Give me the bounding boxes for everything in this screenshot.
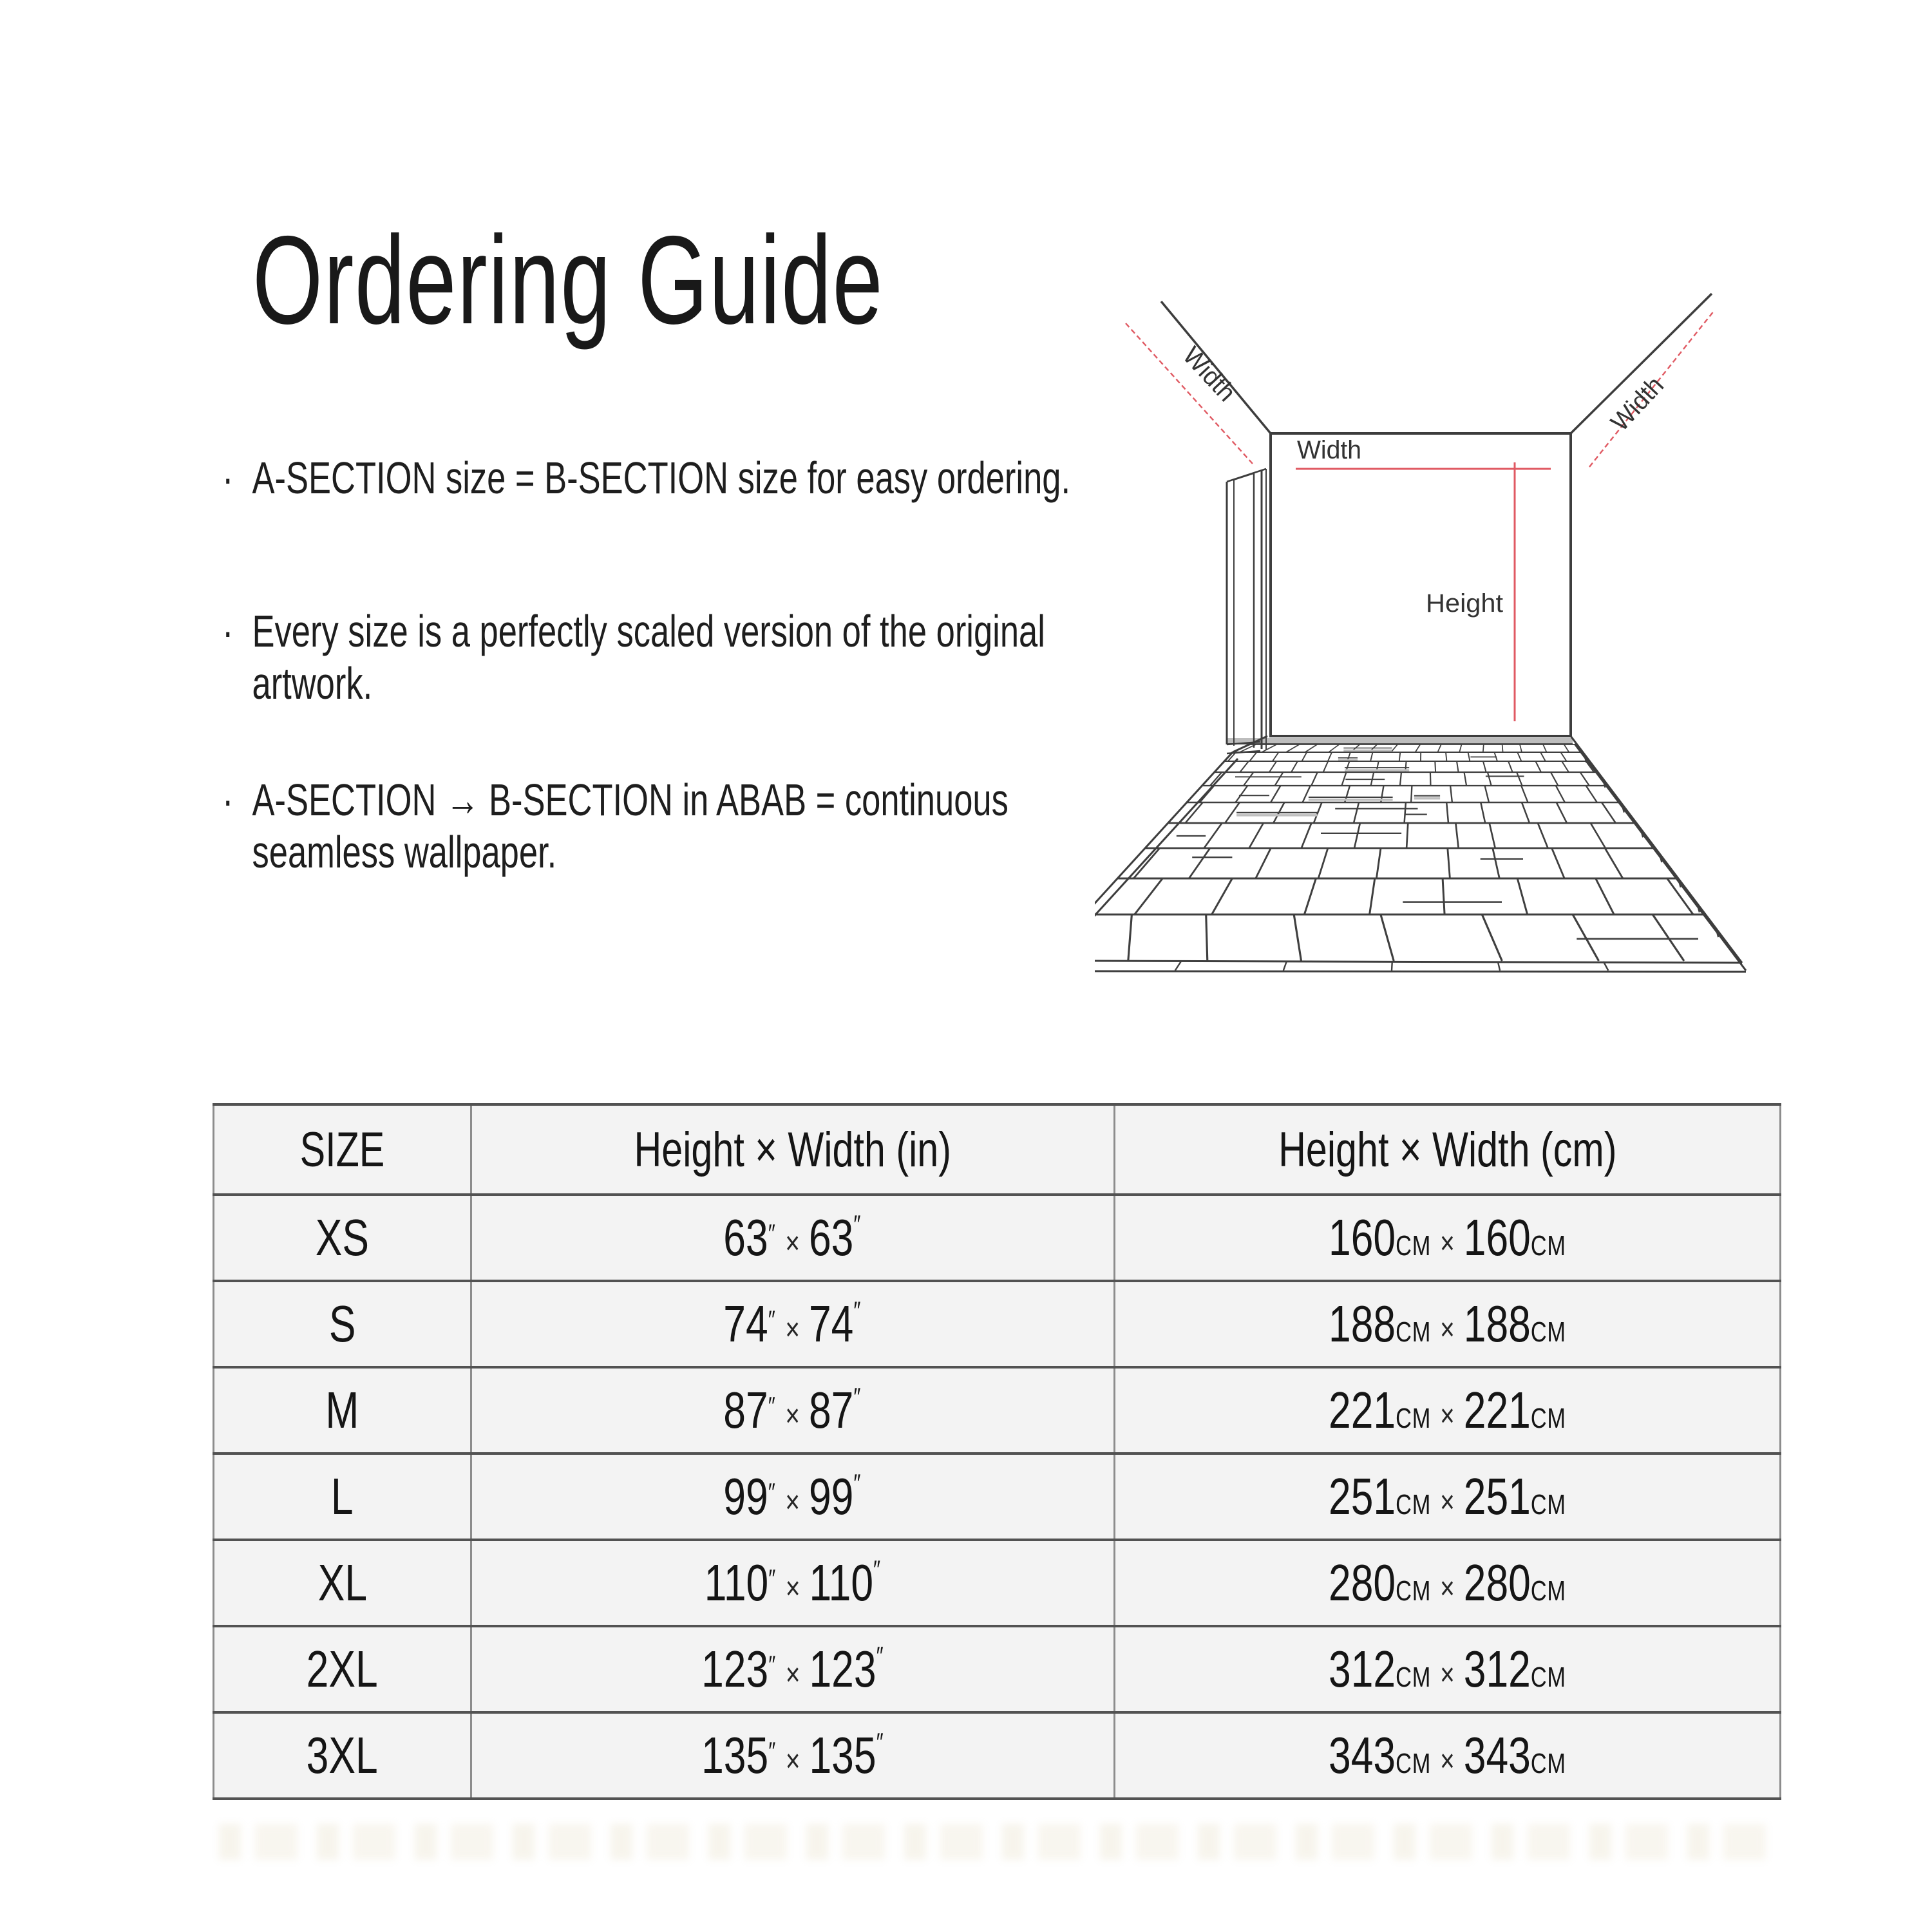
table-row — [214, 1195, 1781, 1281]
header-cell-size: SIZE — [214, 1104, 471, 1195]
bullet-marker: · — [222, 775, 234, 825]
inches-cell: 87″ × 87″ — [471, 1367, 1115, 1454]
size-cell: L — [214, 1454, 471, 1540]
inches-cell: 123″ × 123″ — [471, 1626, 1115, 1712]
inches-cell: 63″ × 63″ — [471, 1195, 1115, 1281]
bullet-line: · A-SECTION size = B-SECTION size for easy ordering. — [222, 452, 1070, 504]
width-label-right: Width — [1605, 369, 1671, 437]
bullet-item — [222, 605, 1045, 710]
bullet-line: artwork. — [252, 658, 373, 709]
header-cell-cm: Height × Width (cm) — [1115, 1104, 1781, 1195]
size-cell: XL — [214, 1540, 471, 1626]
table-row — [214, 1540, 1781, 1626]
header-cell-inches: Height × Width (in) — [471, 1104, 1115, 1195]
size-cell: 2XL — [214, 1626, 471, 1712]
door — [1227, 469, 1266, 753]
table-row — [214, 1712, 1781, 1799]
page-title: Ordering Guide — [252, 210, 884, 350]
bullet-marker: · — [222, 606, 234, 656]
table-row — [214, 1367, 1781, 1454]
inches-cell: 135″ × 135″ — [471, 1712, 1115, 1799]
bullet-item — [222, 774, 1009, 878]
size-cell: 3XL — [214, 1712, 471, 1799]
bullet-line: seamless wallpaper. — [252, 827, 557, 878]
bullet-line: · Every size is a perfectly scaled version of the original — [222, 605, 1045, 658]
watermark-strip — [219, 1824, 1774, 1860]
inches-cell: 99″ × 99″ — [471, 1454, 1115, 1540]
inches-cell: 74″ × 74″ — [471, 1281, 1115, 1367]
size-cell: XS — [214, 1195, 471, 1281]
back-wall — [1271, 433, 1571, 736]
cm-cell: 312CM × 312CM — [1115, 1626, 1781, 1712]
size-table — [213, 1103, 1781, 1800]
cm-cell: 160CM × 160CM — [1115, 1195, 1781, 1281]
table-row — [214, 1626, 1781, 1712]
cm-cell: 343CM × 343CM — [1115, 1712, 1781, 1799]
bullet-line: · A-SECTION → B-SECTION in ABAB = continuous — [222, 774, 1009, 826]
size-cell: M — [214, 1367, 471, 1454]
table-header-row — [214, 1104, 1781, 1195]
table-row — [214, 1454, 1781, 1540]
floor-tiles — [1095, 744, 1718, 971]
cm-cell: 280CM × 280CM — [1115, 1540, 1781, 1626]
cm-cell: 188CM × 188CM — [1115, 1281, 1781, 1367]
inches-cell: 110″ × 110″ — [471, 1540, 1115, 1626]
cm-cell: 221CM × 221CM — [1115, 1367, 1781, 1454]
room-diagram-svg — [1095, 277, 1803, 985]
size-cell: S — [214, 1281, 471, 1367]
room-diagram — [1095, 277, 1803, 985]
width-label-top: Width — [1297, 436, 1361, 464]
bullet-item — [222, 452, 1070, 504]
table-row — [214, 1281, 1781, 1367]
cm-cell: 251CM × 251CM — [1115, 1454, 1781, 1540]
bullet-marker: · — [222, 453, 234, 503]
height-label: Height — [1426, 589, 1503, 618]
width-label-left: Width — [1177, 341, 1243, 410]
